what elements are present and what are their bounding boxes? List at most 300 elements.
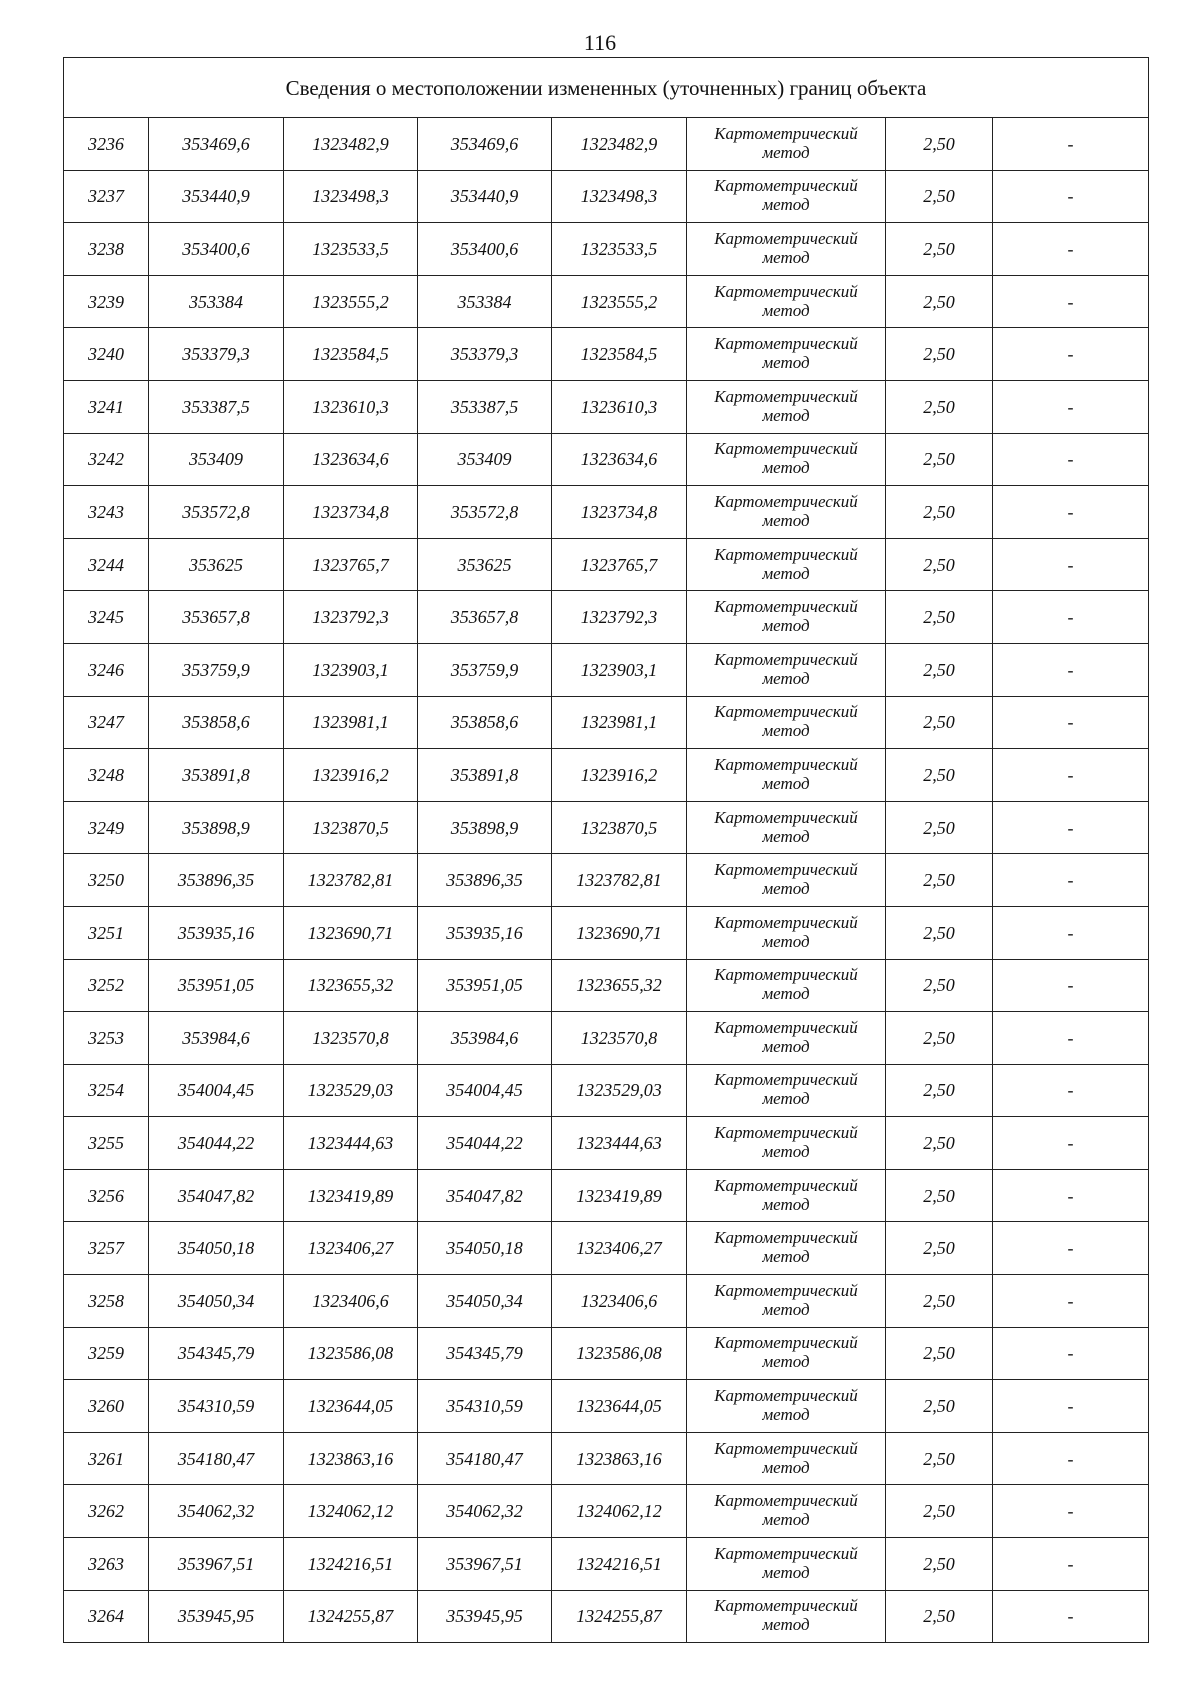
point-number-cell: 3239 [64, 275, 149, 328]
method-line-1: Картометрический [714, 1333, 858, 1353]
table-row [64, 1064, 1149, 1117]
method-line-2: метод [762, 773, 810, 793]
method-line-1: Картометрический [714, 1123, 858, 1143]
method-line-2: метод [762, 879, 810, 899]
existing-y-cell: 1323916,2 [284, 749, 418, 802]
method-line-2: метод [762, 984, 810, 1004]
table-row [64, 1117, 1149, 1170]
existing-x-cell: 353409 [149, 433, 284, 486]
method-line-1: Картометрический [714, 1228, 858, 1248]
note-cell: - [993, 1012, 1149, 1065]
note-cell: - [993, 854, 1149, 907]
method-cell [687, 433, 886, 486]
existing-y-cell: 1324062,12 [284, 1485, 418, 1538]
refined-y-cell: 1323555,2 [552, 275, 687, 328]
existing-x-cell: 353657,8 [149, 591, 284, 644]
refined-y-cell: 1323406,27 [552, 1222, 687, 1275]
point-number-cell: 3244 [64, 538, 149, 591]
refined-x-cell: 354310,59 [418, 1380, 552, 1433]
refined-y-cell: 1323419,89 [552, 1169, 687, 1222]
existing-x-cell: 354062,32 [149, 1485, 284, 1538]
accuracy-cell: 2,50 [886, 1012, 993, 1065]
refined-y-cell: 1324255,87 [552, 1590, 687, 1643]
refined-x-cell: 353891,8 [418, 749, 552, 802]
point-number-cell: 3258 [64, 1275, 149, 1328]
existing-y-cell: 1323870,5 [284, 801, 418, 854]
refined-x-cell: 353379,3 [418, 328, 552, 381]
refined-y-cell: 1323482,9 [552, 118, 687, 171]
accuracy-cell: 2,50 [886, 801, 993, 854]
method-line-2: метод [762, 300, 810, 320]
existing-y-cell: 1323406,27 [284, 1222, 418, 1275]
point-number-cell: 3260 [64, 1380, 149, 1433]
method-line-2: метод [762, 1089, 810, 1109]
refined-x-cell: 354345,79 [418, 1327, 552, 1380]
note-cell: - [993, 1538, 1149, 1591]
method-line-2: метод [762, 1562, 810, 1582]
refined-x-cell: 354047,82 [418, 1169, 552, 1222]
method-cell [687, 801, 886, 854]
method-line-1: Картометрический [714, 807, 858, 827]
accuracy-cell: 2,50 [886, 1485, 993, 1538]
method-line-1: Картометрический [714, 123, 858, 143]
refined-y-cell: 1324062,12 [552, 1485, 687, 1538]
table-row [64, 1485, 1149, 1538]
refined-y-cell: 1323634,6 [552, 433, 687, 486]
accuracy-cell: 2,50 [886, 486, 993, 539]
method-line-2: метод [762, 1615, 810, 1635]
refined-x-cell: 354004,45 [418, 1064, 552, 1117]
existing-y-cell: 1323610,3 [284, 380, 418, 433]
method-cell [687, 1012, 886, 1065]
accuracy-cell: 2,50 [886, 696, 993, 749]
method-cell [687, 1590, 886, 1643]
table-row [64, 275, 1149, 328]
method-cell [687, 1275, 886, 1328]
note-cell: - [993, 1222, 1149, 1275]
existing-y-cell: 1323570,8 [284, 1012, 418, 1065]
method-line-1: Картометрический [714, 1070, 858, 1090]
point-number-cell: 3237 [64, 170, 149, 223]
coordinates-table [63, 57, 1149, 1643]
existing-x-cell: 354044,22 [149, 1117, 284, 1170]
method-cell [687, 591, 886, 644]
method-cell [687, 328, 886, 381]
method-line-1: Картометрический [714, 1543, 858, 1563]
existing-x-cell: 353935,16 [149, 906, 284, 959]
accuracy-cell: 2,50 [886, 433, 993, 486]
table-row [64, 1275, 1149, 1328]
note-cell: - [993, 486, 1149, 539]
note-cell: - [993, 643, 1149, 696]
method-line-1: Картометрический [714, 1386, 858, 1406]
existing-y-cell: 1323792,3 [284, 591, 418, 644]
table-row [64, 854, 1149, 907]
existing-x-cell: 354050,18 [149, 1222, 284, 1275]
existing-x-cell: 354310,59 [149, 1380, 284, 1433]
method-line-1: Картометрический [714, 965, 858, 985]
point-number-cell: 3254 [64, 1064, 149, 1117]
point-number-cell: 3240 [64, 328, 149, 381]
existing-x-cell: 354345,79 [149, 1327, 284, 1380]
method-line-2: метод [762, 563, 810, 583]
note-cell: - [993, 328, 1149, 381]
existing-y-cell: 1323981,1 [284, 696, 418, 749]
point-number-cell: 3253 [64, 1012, 149, 1065]
note-cell: - [993, 118, 1149, 171]
method-line-1: Картометрический [714, 754, 858, 774]
method-cell [687, 1222, 886, 1275]
refined-x-cell: 353572,8 [418, 486, 552, 539]
refined-x-cell: 353759,9 [418, 643, 552, 696]
existing-y-cell: 1323586,08 [284, 1327, 418, 1380]
method-line-2: метод [762, 353, 810, 373]
note-cell: - [993, 1590, 1149, 1643]
point-number-cell: 3250 [64, 854, 149, 907]
accuracy-cell: 2,50 [886, 1590, 993, 1643]
refined-y-cell: 1323498,3 [552, 170, 687, 223]
existing-x-cell: 353891,8 [149, 749, 284, 802]
refined-x-cell: 353440,9 [418, 170, 552, 223]
table-row [64, 1590, 1149, 1643]
note-cell: - [993, 433, 1149, 486]
method-cell [687, 906, 886, 959]
method-cell [687, 1169, 886, 1222]
method-cell [687, 696, 886, 749]
note-cell: - [993, 591, 1149, 644]
refined-y-cell: 1323734,8 [552, 486, 687, 539]
point-number-cell: 3245 [64, 591, 149, 644]
note-cell: - [993, 538, 1149, 591]
refined-y-cell: 1323782,81 [552, 854, 687, 907]
existing-y-cell: 1323584,5 [284, 328, 418, 381]
existing-x-cell: 353759,9 [149, 643, 284, 696]
existing-y-cell: 1324255,87 [284, 1590, 418, 1643]
accuracy-cell: 2,50 [886, 170, 993, 223]
existing-y-cell: 1323765,7 [284, 538, 418, 591]
method-line-1: Картометрический [714, 1175, 858, 1195]
note-cell: - [993, 1064, 1149, 1117]
existing-x-cell: 354180,47 [149, 1432, 284, 1485]
refined-y-cell: 1324216,51 [552, 1538, 687, 1591]
method-line-2: метод [762, 826, 810, 846]
note-cell: - [993, 1275, 1149, 1328]
method-cell [687, 1432, 886, 1485]
method-cell [687, 1538, 886, 1591]
point-number-cell: 3248 [64, 749, 149, 802]
point-number-cell: 3238 [64, 223, 149, 276]
accuracy-cell: 2,50 [886, 1275, 993, 1328]
method-cell [687, 380, 886, 433]
note-cell: - [993, 1169, 1149, 1222]
existing-x-cell: 353951,05 [149, 959, 284, 1012]
method-line-1: Картометрический [714, 1280, 858, 1300]
existing-y-cell: 1324216,51 [284, 1538, 418, 1591]
accuracy-cell: 2,50 [886, 223, 993, 276]
existing-y-cell: 1323690,71 [284, 906, 418, 959]
refined-y-cell: 1323610,3 [552, 380, 687, 433]
refined-y-cell: 1323533,5 [552, 223, 687, 276]
method-line-2: метод [762, 1247, 810, 1267]
refined-x-cell: 353967,51 [418, 1538, 552, 1591]
method-line-2: метод [762, 1405, 810, 1425]
table-title: Сведения о местоположении измененных (уточненных) границ объекта [64, 58, 1149, 118]
accuracy-cell: 2,50 [886, 959, 993, 1012]
table-row [64, 959, 1149, 1012]
note-cell: - [993, 1485, 1149, 1538]
table-row [64, 1169, 1149, 1222]
existing-x-cell: 353379,3 [149, 328, 284, 381]
existing-y-cell: 1323782,81 [284, 854, 418, 907]
table-row [64, 1222, 1149, 1275]
accuracy-cell: 2,50 [886, 1169, 993, 1222]
method-line-2: метод [762, 721, 810, 741]
note-cell: - [993, 380, 1149, 433]
method-cell [687, 1485, 886, 1538]
accuracy-cell: 2,50 [886, 118, 993, 171]
point-number-cell: 3247 [64, 696, 149, 749]
accuracy-cell: 2,50 [886, 538, 993, 591]
method-line-1: Картометрический [714, 386, 858, 406]
method-line-2: метод [762, 142, 810, 162]
existing-x-cell: 353967,51 [149, 1538, 284, 1591]
method-cell [687, 643, 886, 696]
method-line-2: метод [762, 1036, 810, 1056]
note-cell: - [993, 170, 1149, 223]
point-number-cell: 3259 [64, 1327, 149, 1380]
method-line-1: Картометрический [714, 1438, 858, 1458]
method-line-1: Картометрический [714, 1491, 858, 1511]
refined-x-cell: 353384 [418, 275, 552, 328]
existing-x-cell: 353384 [149, 275, 284, 328]
existing-y-cell: 1323406,6 [284, 1275, 418, 1328]
method-line-1: Картометрический [714, 649, 858, 669]
existing-x-cell: 353387,5 [149, 380, 284, 433]
note-cell: - [993, 1380, 1149, 1433]
refined-y-cell: 1323903,1 [552, 643, 687, 696]
accuracy-cell: 2,50 [886, 328, 993, 381]
accuracy-cell: 2,50 [886, 1064, 993, 1117]
method-cell [687, 1327, 886, 1380]
method-line-2: метод [762, 616, 810, 636]
method-line-2: метод [762, 1194, 810, 1214]
method-line-1: Картометрический [714, 281, 858, 301]
existing-x-cell: 353945,95 [149, 1590, 284, 1643]
method-line-1: Картометрический [714, 597, 858, 617]
method-cell [687, 118, 886, 171]
note-cell: - [993, 959, 1149, 1012]
existing-x-cell: 353898,9 [149, 801, 284, 854]
existing-y-cell: 1323734,8 [284, 486, 418, 539]
table-row [64, 906, 1149, 959]
method-line-2: метод [762, 405, 810, 425]
existing-x-cell: 354050,34 [149, 1275, 284, 1328]
method-line-2: метод [762, 1142, 810, 1162]
existing-x-cell: 353984,6 [149, 1012, 284, 1065]
point-number-cell: 3249 [64, 801, 149, 854]
point-number-cell: 3262 [64, 1485, 149, 1538]
table-row [64, 170, 1149, 223]
refined-x-cell: 353858,6 [418, 696, 552, 749]
method-cell [687, 1117, 886, 1170]
existing-y-cell: 1323644,05 [284, 1380, 418, 1433]
existing-y-cell: 1323419,89 [284, 1169, 418, 1222]
refined-x-cell: 353409 [418, 433, 552, 486]
table-row [64, 1327, 1149, 1380]
existing-y-cell: 1323533,5 [284, 223, 418, 276]
refined-y-cell: 1323444,63 [552, 1117, 687, 1170]
note-cell: - [993, 696, 1149, 749]
existing-x-cell: 354047,82 [149, 1169, 284, 1222]
note-cell: - [993, 275, 1149, 328]
accuracy-cell: 2,50 [886, 275, 993, 328]
accuracy-cell: 2,50 [886, 1117, 993, 1170]
method-line-1: Картометрический [714, 702, 858, 722]
existing-y-cell: 1323634,6 [284, 433, 418, 486]
existing-y-cell: 1323863,16 [284, 1432, 418, 1485]
method-line-1: Картометрический [714, 544, 858, 564]
table-row [64, 118, 1149, 171]
existing-x-cell: 353469,6 [149, 118, 284, 171]
note-cell: - [993, 1432, 1149, 1485]
method-line-2: метод [762, 458, 810, 478]
refined-x-cell: 353625 [418, 538, 552, 591]
existing-x-cell: 353896,35 [149, 854, 284, 907]
method-cell [687, 854, 886, 907]
refined-y-cell: 1323765,7 [552, 538, 687, 591]
existing-y-cell: 1323655,32 [284, 959, 418, 1012]
method-line-2: метод [762, 510, 810, 530]
table-row [64, 486, 1149, 539]
accuracy-cell: 2,50 [886, 380, 993, 433]
point-number-cell: 3255 [64, 1117, 149, 1170]
existing-x-cell: 353400,6 [149, 223, 284, 276]
method-cell [687, 170, 886, 223]
refined-y-cell: 1323690,71 [552, 906, 687, 959]
refined-y-cell: 1323570,8 [552, 1012, 687, 1065]
accuracy-cell: 2,50 [886, 643, 993, 696]
method-line-1: Картометрический [714, 334, 858, 354]
note-cell: - [993, 906, 1149, 959]
point-number-cell: 3236 [64, 118, 149, 171]
existing-x-cell: 353572,8 [149, 486, 284, 539]
point-number-cell: 3257 [64, 1222, 149, 1275]
note-cell: - [993, 801, 1149, 854]
point-number-cell: 3241 [64, 380, 149, 433]
accuracy-cell: 2,50 [886, 1432, 993, 1485]
refined-x-cell: 353945,95 [418, 1590, 552, 1643]
point-number-cell: 3243 [64, 486, 149, 539]
table-row [64, 538, 1149, 591]
method-cell [687, 275, 886, 328]
refined-y-cell: 1323655,32 [552, 959, 687, 1012]
refined-x-cell: 353951,05 [418, 959, 552, 1012]
refined-y-cell: 1323406,6 [552, 1275, 687, 1328]
refined-x-cell: 354180,47 [418, 1432, 552, 1485]
method-line-1: Картометрический [714, 228, 858, 248]
accuracy-cell: 2,50 [886, 1380, 993, 1433]
refined-x-cell: 353935,16 [418, 906, 552, 959]
method-line-1: Картометрический [714, 176, 858, 196]
table-row [64, 1380, 1149, 1433]
method-cell [687, 1064, 886, 1117]
method-cell [687, 538, 886, 591]
method-line-1: Картометрический [714, 1017, 858, 1037]
refined-y-cell: 1323644,05 [552, 1380, 687, 1433]
accuracy-cell: 2,50 [886, 1222, 993, 1275]
accuracy-cell: 2,50 [886, 1538, 993, 1591]
note-cell: - [993, 223, 1149, 276]
table-row [64, 380, 1149, 433]
refined-y-cell: 1323981,1 [552, 696, 687, 749]
point-number-cell: 3264 [64, 1590, 149, 1643]
table-row [64, 328, 1149, 381]
method-line-1: Картометрический [714, 860, 858, 880]
table-row [64, 696, 1149, 749]
method-line-2: метод [762, 1457, 810, 1477]
accuracy-cell: 2,50 [886, 749, 993, 802]
refined-x-cell: 353896,35 [418, 854, 552, 907]
accuracy-cell: 2,50 [886, 1327, 993, 1380]
refined-y-cell: 1323586,08 [552, 1327, 687, 1380]
table-row [64, 223, 1149, 276]
point-number-cell: 3242 [64, 433, 149, 486]
point-number-cell: 3246 [64, 643, 149, 696]
existing-y-cell: 1323555,2 [284, 275, 418, 328]
method-line-2: метод [762, 1510, 810, 1530]
method-line-2: метод [762, 931, 810, 951]
existing-x-cell: 353440,9 [149, 170, 284, 223]
note-cell: - [993, 1327, 1149, 1380]
refined-x-cell: 353469,6 [418, 118, 552, 171]
table-row [64, 1432, 1149, 1485]
accuracy-cell: 2,50 [886, 854, 993, 907]
table-row [64, 433, 1149, 486]
accuracy-cell: 2,50 [886, 591, 993, 644]
refined-x-cell: 354062,32 [418, 1485, 552, 1538]
refined-x-cell: 353387,5 [418, 380, 552, 433]
note-cell: - [993, 1117, 1149, 1170]
method-cell [687, 959, 886, 1012]
method-cell [687, 223, 886, 276]
method-line-1: Картометрический [714, 439, 858, 459]
existing-y-cell: 1323903,1 [284, 643, 418, 696]
method-cell [687, 1380, 886, 1433]
note-cell: - [993, 749, 1149, 802]
table-row [64, 643, 1149, 696]
table-body [64, 118, 1149, 1643]
method-line-2: метод [762, 1299, 810, 1319]
refined-y-cell: 1323792,3 [552, 591, 687, 644]
refined-x-cell: 353898,9 [418, 801, 552, 854]
existing-y-cell: 1323498,3 [284, 170, 418, 223]
method-line-1: Картометрический [714, 1596, 858, 1616]
existing-x-cell: 353625 [149, 538, 284, 591]
existing-y-cell: 1323444,63 [284, 1117, 418, 1170]
method-line-2: метод [762, 247, 810, 267]
refined-y-cell: 1323863,16 [552, 1432, 687, 1485]
refined-x-cell: 354044,22 [418, 1117, 552, 1170]
accuracy-cell: 2,50 [886, 906, 993, 959]
method-cell [687, 486, 886, 539]
existing-x-cell: 353858,6 [149, 696, 284, 749]
refined-x-cell: 353400,6 [418, 223, 552, 276]
table-row [64, 749, 1149, 802]
point-number-cell: 3256 [64, 1169, 149, 1222]
table-row [64, 1538, 1149, 1591]
existing-x-cell: 354004,45 [149, 1064, 284, 1117]
existing-y-cell: 1323482,9 [284, 118, 418, 171]
